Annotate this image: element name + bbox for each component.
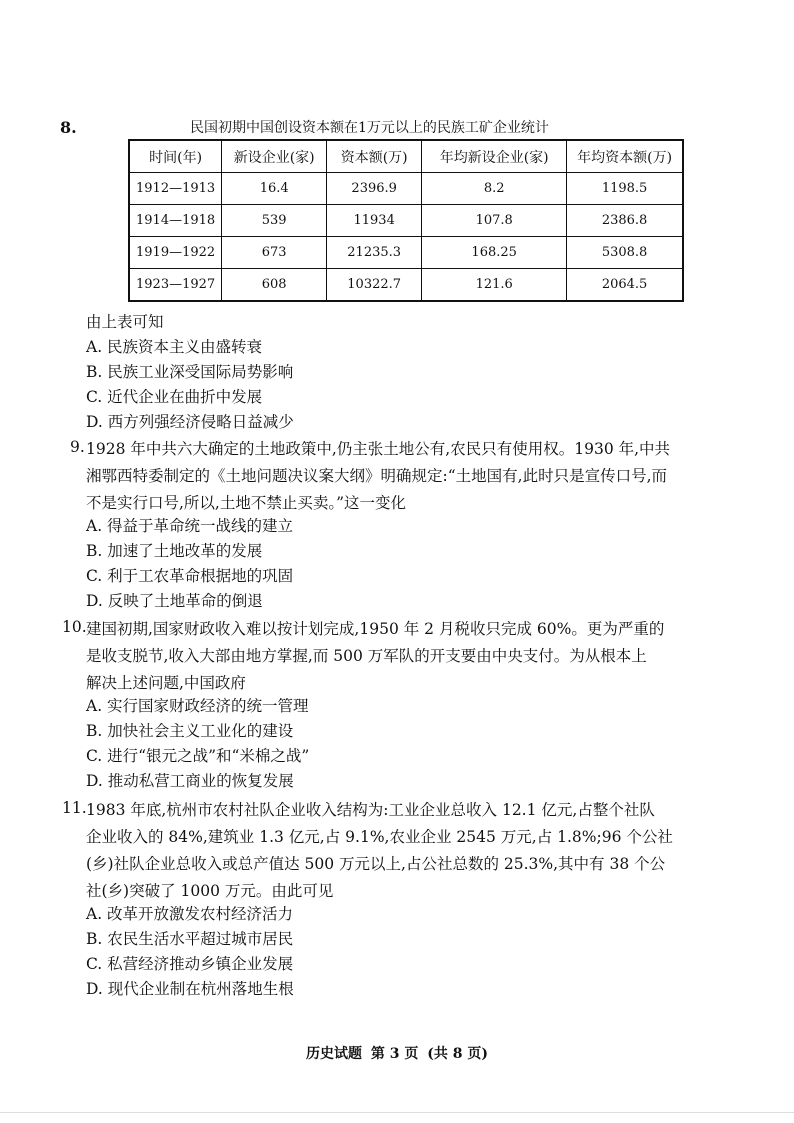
table-caption: 民国初期中国创设资本额在1万元以上的民族工矿企业统计 [190, 120, 549, 136]
question-8-number: 8. [60, 118, 77, 137]
table-cell: 2386.8 [567, 205, 683, 237]
question-11-stem-line: 1983 年底,杭州市农村社队企业收入结构为:工业企业总收入 12.1 亿元,占整个社队 [86, 801, 655, 819]
table-cell: 1912—1913 [129, 173, 222, 205]
header-annual-new-enterprises: 年均新设企业(家) [422, 140, 567, 173]
enterprise-stats-table [128, 139, 684, 302]
question-11-stem-line: 企业收入的 84%,建筑业 1.3 亿元,占 9.1%,农业企业 2545 万元,占 1.8%;96 个公社 [86, 828, 673, 846]
question-9-number: 9. [70, 438, 85, 456]
question-9-stem-line: 不是实行口号,所以,土地不禁止买卖。”这一变化 [86, 494, 407, 512]
table-cell: 539 [222, 205, 327, 237]
table-cell: 2396.9 [327, 173, 422, 205]
question-10-stem-line: 建国初期,国家财政收入难以按计划完成,1950 年 2 月税收只完成 60%。更为严重的 [86, 620, 665, 638]
question-11-option-c: C. 私营经济推动乡镇企业发展 [86, 955, 294, 973]
question-10-option-d: D. 推动私营工商业的恢复发展 [86, 772, 294, 790]
table-cell: 1198.5 [567, 173, 683, 205]
footer-total-pages: (共 8 页) [427, 1046, 488, 1062]
question-9-stem [86, 436, 670, 517]
bottom-divider [0, 1112, 794, 1113]
table-cell: 608 [222, 269, 327, 302]
table-cell: 21235.3 [327, 237, 422, 269]
question-9-stem-line: 1928 年中共六大确定的土地政策中,仍主张土地公有,农民只有使用权。1930 年,中共 [86, 440, 671, 458]
question-8-option-a: A. 民族资本主义由盛转衰 [86, 338, 263, 356]
header-period: 时间(年) [129, 140, 222, 173]
page-footer [0, 1043, 794, 1063]
question-11-option-d: D. 现代企业制在杭州落地生根 [86, 980, 294, 998]
table-cell: 2064.5 [567, 269, 683, 302]
table-cell: 107.8 [422, 205, 567, 237]
header-new-enterprises: 新设企业(家) [222, 140, 327, 173]
table-cell: 168.25 [422, 237, 567, 269]
question-8-stem: 由上表可知 [86, 313, 164, 331]
table-cell: 5308.8 [567, 237, 683, 269]
question-11-stem-line: (乡)社队企业总收入或总产值达 500 万元以上,占公社总数的 25.3%,其中有 38 个公 [86, 855, 666, 873]
table-header-row [129, 140, 683, 173]
question-9-option-d: D. 反映了土地革命的倒退 [86, 592, 263, 610]
question-9-option-b: B. 加速了土地改革的发展 [86, 542, 263, 560]
table-row [129, 173, 683, 205]
question-10-option-c: C. 进行“银元之战”和“米棉之战” [86, 747, 310, 765]
question-9-option-a: A. 得益于革命统一战线的建立 [86, 517, 294, 535]
question-8-option-d: D. 西方列强经济侵略日益减少 [86, 413, 294, 431]
table-cell: 8.2 [422, 173, 567, 205]
table-cell: 1919—1922 [129, 237, 222, 269]
table-cell: 16.4 [222, 173, 327, 205]
table-cell: 121.6 [422, 269, 567, 302]
footer-subject: 历史试题 [306, 1046, 362, 1062]
table-row [129, 269, 683, 302]
question-8-option-c: C. 近代企业在曲折中发展 [86, 388, 263, 406]
header-capital: 资本额(万) [327, 140, 422, 173]
table-cell: 11934 [327, 205, 422, 237]
question-11-option-b: B. 农民生活水平超过城市居民 [86, 930, 294, 948]
question-9-stem-line: 湘鄂西特委制定的《土地问题决议案大纲》明确规定:“土地国有,此时只是宣传口号,而 [86, 467, 668, 485]
question-11-stem-line: 社(乡)突破了 1000 万元。由此可见 [86, 882, 334, 900]
table-cell: 10322.7 [327, 269, 422, 302]
question-11-stem [86, 797, 673, 905]
question-10-option-b: B. 加快社会主义工业化的建设 [86, 722, 294, 740]
header-annual-capital: 年均资本额(万) [567, 140, 683, 173]
question-10-number: 10. [62, 618, 87, 636]
question-8-option-b: B. 民族工业深受国际局势影响 [86, 363, 294, 381]
table-cell: 1914—1918 [129, 205, 222, 237]
question-11-number: 11. [62, 799, 87, 817]
table-cell: 673 [222, 237, 327, 269]
question-10-stem [86, 616, 664, 697]
table-row [129, 237, 683, 269]
footer-page-number: 第 3 页 [370, 1046, 419, 1062]
question-10-option-a: A. 实行国家财政经济的统一管理 [86, 697, 309, 715]
table-row [129, 205, 683, 237]
table-cell: 1923—1927 [129, 269, 222, 302]
question-10-stem-line: 解决上述问题,中国政府 [86, 674, 246, 692]
question-11-option-a: A. 改革开放激发农村经济活力 [86, 905, 294, 923]
question-9-option-c: C. 利于工农革命根据地的巩固 [86, 567, 294, 585]
question-10-stem-line: 是收支脱节,收入大部由地方掌握,而 500 万军队的开支要由中央支付。为从根本上 [86, 647, 647, 665]
